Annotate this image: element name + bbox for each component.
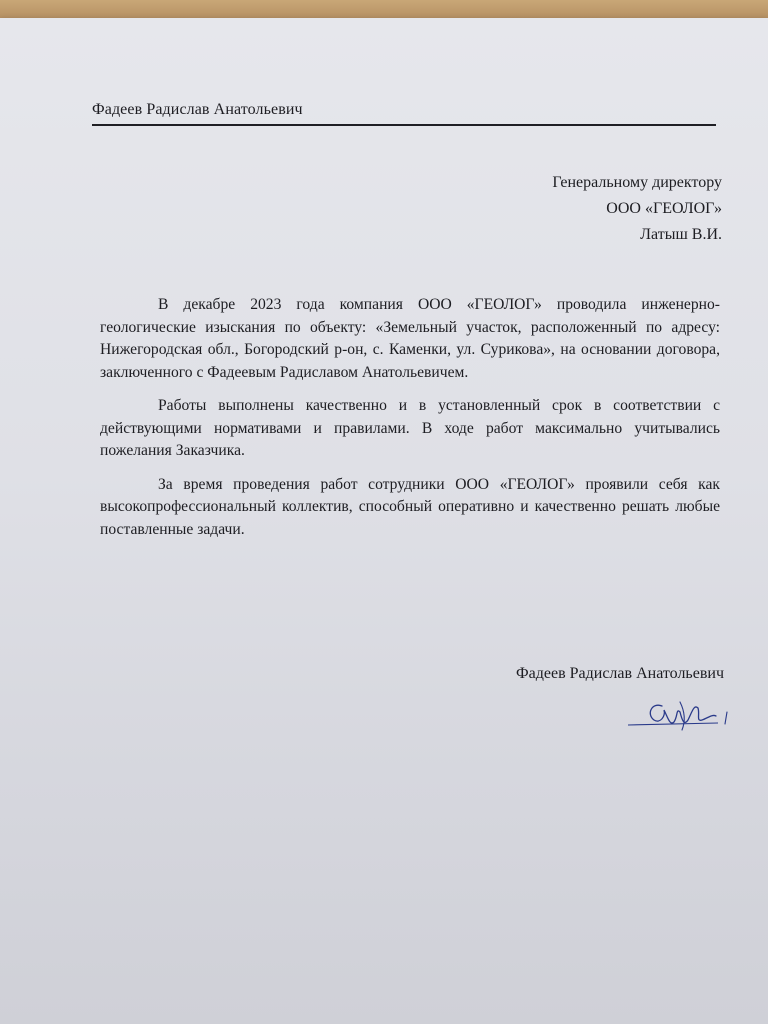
- signature-icon: [622, 690, 734, 734]
- addressee-block: [402, 170, 722, 248]
- letterhead-author-name: Фадеев Радислав Анатольевич: [92, 101, 303, 118]
- letter-body: [100, 294, 720, 552]
- body-paragraph-1: В декабре 2023 года компания ООО «ГЕОЛОГ» проводила инженерно-геологические изыскания по объекту: «Земельный участок, расположенный по адресу: Нижегородская обл., Богородский р-он, с. Каменки, ул. Сурикова», на основании договора, заключенного с Фадеевым Радиславом Анатольевичем.: [100, 296, 720, 381]
- addressee-company: ООО «ГЕОЛОГ»: [606, 200, 722, 217]
- body-paragraph-3: За время проведения работ сотрудники ООО «ГЕОЛОГ» проявили себя как высокопрофессиональный коллектив, способный оперативно и качественно решать любые поставленные задачи.: [100, 475, 720, 538]
- addressee-person: Латыш В.И.: [640, 226, 722, 243]
- body-paragraph-2: Работы выполнены качественно и в установленный срок в соответствии с действующими нормативами и правилами. В ходе работ максимально учитывались пожелания Заказчика.: [100, 397, 720, 459]
- addressee-position: Генеральному директору: [552, 174, 722, 191]
- letterhead-divider: [92, 124, 716, 126]
- signer-name: Фадеев Радислав Анатольевич: [515, 665, 724, 682]
